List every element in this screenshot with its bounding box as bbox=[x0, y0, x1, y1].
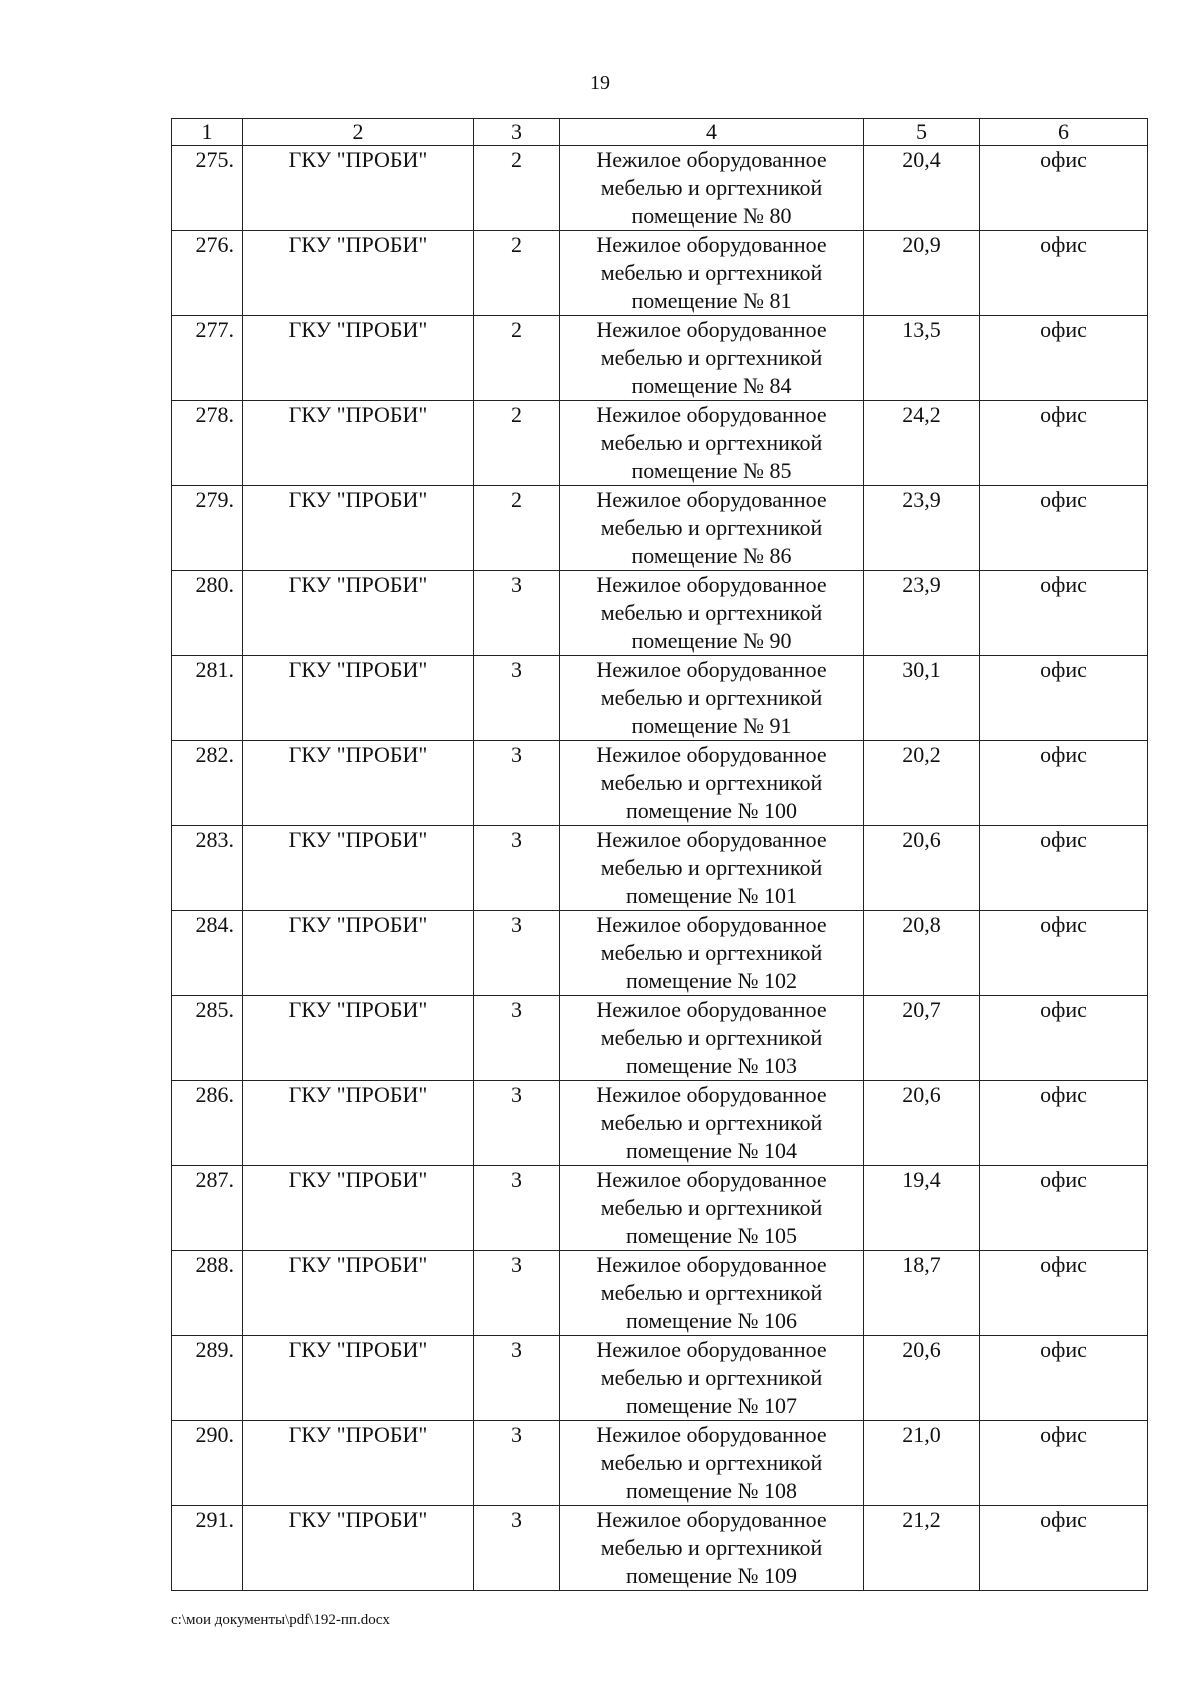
row-number-cell: 275. bbox=[172, 146, 243, 231]
description-cell bbox=[560, 1251, 864, 1336]
row-number-cell: 277. bbox=[172, 316, 243, 401]
area-cell: 18,7 bbox=[864, 1251, 980, 1336]
description-cell bbox=[560, 1081, 864, 1166]
description-line: помещение № 81 bbox=[631, 288, 792, 313]
description-line: помещение № 108 bbox=[625, 1478, 798, 1503]
usage-cell: офис bbox=[980, 486, 1148, 571]
premises-table bbox=[171, 118, 1148, 1591]
area-cell: 21,2 bbox=[864, 1506, 980, 1591]
description-cell bbox=[560, 1336, 864, 1421]
description-line: помещение № 100 bbox=[625, 798, 798, 823]
floor-cell: 3 bbox=[474, 571, 560, 656]
description-line: мебелью и оргтехникой bbox=[600, 1365, 823, 1390]
row-number-cell: 288. bbox=[172, 1251, 243, 1336]
floor-cell: 3 bbox=[474, 911, 560, 996]
usage-cell: офис bbox=[980, 1251, 1148, 1336]
description-line: Нежилое оборудованное bbox=[596, 1167, 827, 1192]
organization-cell: ГКУ "ПРОБИ" bbox=[243, 1251, 474, 1336]
description-line: мебелью и оргтехникой bbox=[600, 685, 823, 710]
floor-cell: 3 bbox=[474, 1251, 560, 1336]
description-line: мебелью и оргтехникой bbox=[600, 1110, 823, 1135]
description-line: помещение № 105 bbox=[625, 1223, 798, 1248]
floor-cell: 3 bbox=[474, 741, 560, 826]
area-cell: 20,2 bbox=[864, 741, 980, 826]
organization-cell: ГКУ "ПРОБИ" bbox=[243, 1506, 474, 1591]
organization-cell: ГКУ "ПРОБИ" bbox=[243, 146, 474, 231]
table-row bbox=[172, 1166, 1148, 1251]
description-cell bbox=[560, 826, 864, 911]
usage-cell: офис bbox=[980, 911, 1148, 996]
usage-cell: офис bbox=[980, 1166, 1148, 1251]
row-number-cell: 287. bbox=[172, 1166, 243, 1251]
description-line: помещение № 91 bbox=[631, 713, 792, 738]
row-number-cell: 291. bbox=[172, 1506, 243, 1591]
description-line: мебелью и оргтехникой bbox=[600, 770, 823, 795]
description-line: Нежилое оборудованное bbox=[596, 1422, 827, 1447]
description-cell bbox=[560, 1506, 864, 1591]
area-cell: 13,5 bbox=[864, 316, 980, 401]
table-row bbox=[172, 571, 1148, 656]
description-line: Нежилое оборудованное bbox=[596, 657, 827, 682]
header-row bbox=[172, 119, 1148, 146]
row-number-cell: 285. bbox=[172, 996, 243, 1081]
floor-cell: 2 bbox=[474, 146, 560, 231]
floor-cell: 2 bbox=[474, 231, 560, 316]
description-line: Нежилое оборудованное bbox=[596, 1507, 827, 1532]
column-header: 2 bbox=[243, 119, 474, 146]
row-number-cell: 289. bbox=[172, 1336, 243, 1421]
area-cell: 23,9 bbox=[864, 571, 980, 656]
row-number-cell: 280. bbox=[172, 571, 243, 656]
row-number-cell: 286. bbox=[172, 1081, 243, 1166]
area-cell: 20,6 bbox=[864, 826, 980, 911]
organization-cell: ГКУ "ПРОБИ" bbox=[243, 571, 474, 656]
floor-cell: 3 bbox=[474, 1421, 560, 1506]
organization-cell: ГКУ "ПРОБИ" bbox=[243, 1421, 474, 1506]
description-cell bbox=[560, 486, 864, 571]
organization-cell: ГКУ "ПРОБИ" bbox=[243, 401, 474, 486]
row-number-cell: 282. bbox=[172, 741, 243, 826]
table-row bbox=[172, 656, 1148, 741]
organization-cell: ГКУ "ПРОБИ" bbox=[243, 486, 474, 571]
description-line: мебелью и оргтехникой bbox=[600, 600, 823, 625]
description-cell bbox=[560, 231, 864, 316]
row-number-cell: 290. bbox=[172, 1421, 243, 1506]
area-cell: 19,4 bbox=[864, 1166, 980, 1251]
floor-cell: 2 bbox=[474, 401, 560, 486]
description-line: помещение № 104 bbox=[625, 1138, 798, 1163]
page-number: 19 bbox=[590, 72, 610, 94]
usage-cell: офис bbox=[980, 1421, 1148, 1506]
description-line: мебелью и оргтехникой bbox=[600, 175, 823, 200]
table-row bbox=[172, 741, 1148, 826]
row-number-cell: 278. bbox=[172, 401, 243, 486]
description-line: мебелью и оргтехникой bbox=[600, 430, 823, 455]
description-line: Нежилое оборудованное bbox=[596, 147, 827, 172]
usage-cell: офис bbox=[980, 656, 1148, 741]
row-number-cell: 279. bbox=[172, 486, 243, 571]
description-line: мебелью и оргтехникой bbox=[600, 345, 823, 370]
footer-file-path: с:\мои документы\pdf\192-пп.docx bbox=[171, 1612, 390, 1628]
usage-cell: офис bbox=[980, 1081, 1148, 1166]
row-number-cell: 284. bbox=[172, 911, 243, 996]
table-row bbox=[172, 1081, 1148, 1166]
column-header: 4 bbox=[560, 119, 864, 146]
usage-cell: офис bbox=[980, 996, 1148, 1081]
description-line: Нежилое оборудованное bbox=[596, 1082, 827, 1107]
usage-cell: офис bbox=[980, 1336, 1148, 1421]
description-line: помещение № 84 bbox=[631, 373, 792, 398]
organization-cell: ГКУ "ПРОБИ" bbox=[243, 996, 474, 1081]
description-cell bbox=[560, 571, 864, 656]
description-line: Нежилое оборудованное bbox=[596, 1252, 827, 1277]
area-cell: 24,2 bbox=[864, 401, 980, 486]
description-line: мебелью и оргтехникой bbox=[600, 940, 823, 965]
description-line: Нежилое оборудованное bbox=[596, 317, 827, 342]
area-cell: 20,6 bbox=[864, 1336, 980, 1421]
description-cell bbox=[560, 316, 864, 401]
organization-cell: ГКУ "ПРОБИ" bbox=[243, 1166, 474, 1251]
description-cell bbox=[560, 741, 864, 826]
organization-cell: ГКУ "ПРОБИ" bbox=[243, 231, 474, 316]
area-cell: 30,1 bbox=[864, 656, 980, 741]
row-number-cell: 276. bbox=[172, 231, 243, 316]
floor-cell: 2 bbox=[474, 486, 560, 571]
description-line: помещение № 90 bbox=[631, 628, 792, 653]
description-line: помещение № 106 bbox=[625, 1308, 798, 1333]
description-line: мебелью и оргтехникой bbox=[600, 1025, 823, 1050]
description-line: мебелью и оргтехникой bbox=[600, 1535, 823, 1560]
description-line: мебелью и оргтехникой bbox=[600, 1195, 823, 1220]
description-line: мебелью и оргтехникой bbox=[600, 1280, 823, 1305]
table-row bbox=[172, 1506, 1148, 1591]
organization-cell: ГКУ "ПРОБИ" bbox=[243, 741, 474, 826]
table-row bbox=[172, 911, 1148, 996]
column-header: 1 bbox=[172, 119, 243, 146]
floor-cell: 3 bbox=[474, 1506, 560, 1591]
floor-cell: 3 bbox=[474, 826, 560, 911]
usage-cell: офис bbox=[980, 316, 1148, 401]
table-row bbox=[172, 401, 1148, 486]
description-line: помещение № 101 bbox=[625, 883, 798, 908]
floor-cell: 3 bbox=[474, 656, 560, 741]
description-cell bbox=[560, 996, 864, 1081]
description-line: помещение № 80 bbox=[631, 203, 792, 228]
description-line: помещение № 85 bbox=[631, 458, 792, 483]
usage-cell: офис bbox=[980, 826, 1148, 911]
description-line: Нежилое оборудованное bbox=[596, 912, 827, 937]
table-row bbox=[172, 1421, 1148, 1506]
area-cell: 20,7 bbox=[864, 996, 980, 1081]
description-cell bbox=[560, 1166, 864, 1251]
column-header: 6 bbox=[980, 119, 1148, 146]
organization-cell: ГКУ "ПРОБИ" bbox=[243, 1081, 474, 1166]
description-line: мебелью и оргтехникой bbox=[600, 515, 823, 540]
area-cell: 20,9 bbox=[864, 231, 980, 316]
table-row bbox=[172, 996, 1148, 1081]
table-row bbox=[172, 146, 1148, 231]
description-line: помещение № 107 bbox=[625, 1393, 798, 1418]
organization-cell: ГКУ "ПРОБИ" bbox=[243, 911, 474, 996]
table-body bbox=[172, 146, 1148, 1591]
description-line: Нежилое оборудованное bbox=[596, 402, 827, 427]
description-line: Нежилое оборудованное bbox=[596, 997, 827, 1022]
floor-cell: 3 bbox=[474, 996, 560, 1081]
description-line: Нежилое оборудованное bbox=[596, 827, 827, 852]
area-cell: 20,8 bbox=[864, 911, 980, 996]
usage-cell: офис bbox=[980, 401, 1148, 486]
organization-cell: ГКУ "ПРОБИ" bbox=[243, 826, 474, 911]
usage-cell: офис bbox=[980, 146, 1148, 231]
description-line: Нежилое оборудованное bbox=[596, 487, 827, 512]
column-header: 3 bbox=[474, 119, 560, 146]
organization-cell: ГКУ "ПРОБИ" bbox=[243, 1336, 474, 1421]
table-row bbox=[172, 826, 1148, 911]
description-cell bbox=[560, 911, 864, 996]
usage-cell: офис bbox=[980, 741, 1148, 826]
usage-cell: офис bbox=[980, 231, 1148, 316]
description-cell bbox=[560, 401, 864, 486]
organization-cell: ГКУ "ПРОБИ" bbox=[243, 316, 474, 401]
description-line: мебелью и оргтехникой bbox=[600, 855, 823, 880]
table-row bbox=[172, 1251, 1148, 1336]
organization-cell: ГКУ "ПРОБИ" bbox=[243, 656, 474, 741]
description-line: помещение № 109 bbox=[625, 1563, 798, 1588]
description-cell bbox=[560, 146, 864, 231]
description-cell bbox=[560, 1421, 864, 1506]
description-line: Нежилое оборудованное bbox=[596, 742, 827, 767]
column-header: 5 bbox=[864, 119, 980, 146]
floor-cell: 3 bbox=[474, 1336, 560, 1421]
table-row bbox=[172, 486, 1148, 571]
description-line: помещение № 103 bbox=[625, 1053, 798, 1078]
area-cell: 20,6 bbox=[864, 1081, 980, 1166]
area-cell: 20,4 bbox=[864, 146, 980, 231]
description-line: мебелью и оргтехникой bbox=[600, 1450, 823, 1475]
row-number-cell: 281. bbox=[172, 656, 243, 741]
usage-cell: офис bbox=[980, 571, 1148, 656]
description-line: мебелью и оргтехникой bbox=[600, 260, 823, 285]
area-cell: 21,0 bbox=[864, 1421, 980, 1506]
area-cell: 23,9 bbox=[864, 486, 980, 571]
description-line: Нежилое оборудованное bbox=[596, 572, 827, 597]
floor-cell: 2 bbox=[474, 316, 560, 401]
table-row bbox=[172, 316, 1148, 401]
description-line: помещение № 86 bbox=[631, 543, 792, 568]
description-line: Нежилое оборудованное bbox=[596, 1337, 827, 1362]
table-row bbox=[172, 231, 1148, 316]
description-cell bbox=[560, 656, 864, 741]
row-number-cell: 283. bbox=[172, 826, 243, 911]
description-line: помещение № 102 bbox=[625, 968, 798, 993]
floor-cell: 3 bbox=[474, 1166, 560, 1251]
floor-cell: 3 bbox=[474, 1081, 560, 1166]
table-row bbox=[172, 1336, 1148, 1421]
usage-cell: офис bbox=[980, 1506, 1148, 1591]
description-line: Нежилое оборудованное bbox=[596, 232, 827, 257]
